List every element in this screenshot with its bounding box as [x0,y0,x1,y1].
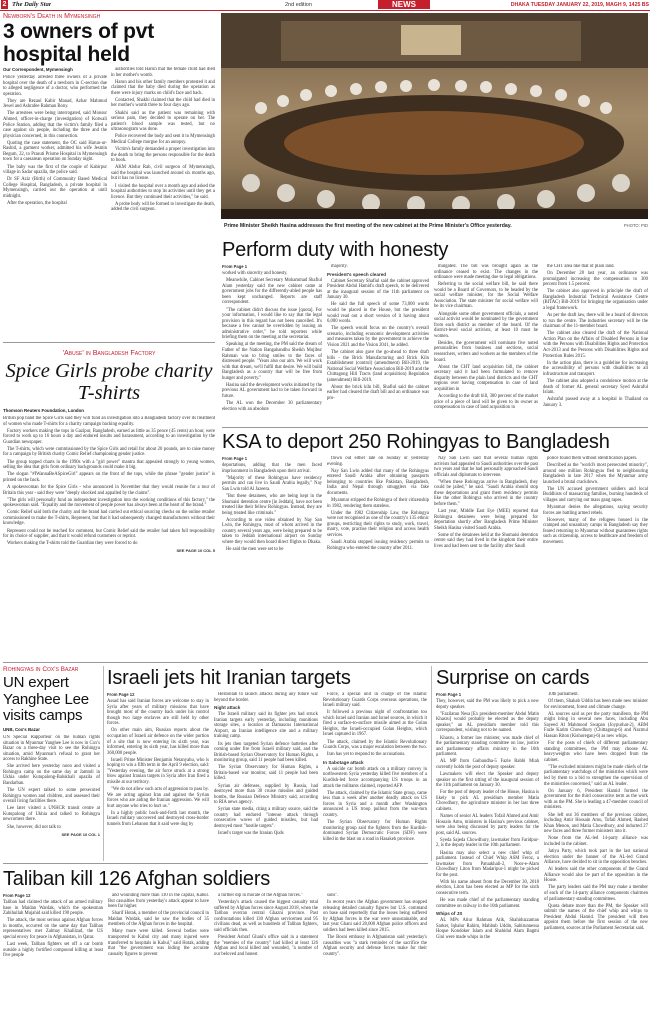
paragraph: Its jets then targeted Syrian defence batteries after coming under fire from Israeli military said, and the British-based Syrian Observatory for Human Rights, a monitoring group, said 11 people had been killed. [214,741,318,764]
paragraph: The cabinet also gave the go-ahead to three draft bills - the Brick Manufacturing and Brick Kiln Establishment (control) (amendment) Bill-2019, the National Social Welfare Association Bill-2019 and the Chittagong Hill Tracts (land acquisition) Regulation (amendment) Bill-2019. [327,350,429,383]
paragraph: The cabinet also adopted a condolence motion at the death of former AL general secretary Syed Ashraful Islam. [543,378,648,396]
paragraph: The cabinet also cleared the draft of the National Action Plan on the Affairs of Disabled Persons in line with the Persons with Disabilities Rights and Protection Act-2013 and the Persons with Disabilities Rights and Protection Rules 2015. [543,331,648,359]
paragraph: In a highly public back-and-forth last month, the Israeli military uncovered and destroyed cross-border tunnels from Lebanon that it said were dug by [107,810,209,827]
paragraph: Lawmakers will elect the Speaker and deputy speaker on the first sitting of the inaugural session of the 11th parliament on January 30. [436,772,539,789]
paragraph: Ashraful passed away at a hospital in Thailand on January 3. [543,397,648,408]
paragraph: The party leaders said the PM may make a member of each of the 14-party alliance components chairmen of parliamentary standing committees. [544,885,648,902]
paragraph: Myanmar stripped the Rohingya of their citizenship in 1982, rendering them stateless. [327,498,429,509]
paragraph: "We do not allow such acts of aggression to pass by. We are acting against Iran and against the Syrian forces who are aiding the Iranian aggression. We will hurt anyone who tries to hurt us." [107,787,209,809]
paragraph: Last week, Taliban fighters set off a car bomb outside a highly fortified compound killing at least five people [3,942,103,959]
paper-name: The Daily Star [12,1,52,8]
paragraph: As per the draft law, there will be a board of directors to run the centre. The industries secretary will be the chairman of the 11-member board. [543,313,648,330]
paragraph: Nay San Lwin added that many of the Rohingyas entered Saudi Arabia after obtaining passports belonging to countries like Pakistan, Bangladesh, India and Nepal through smugglers via fake documents. [327,468,429,496]
paragraph: A suicide car bomb attack on a military convoy in northwestern Syria yesterday killed five members of a Kurdish-led force accompanying US troops in an attack the militants claimed, reported AFP. [323,766,427,789]
paragraph: UN Special Rapporteur on the human rights situation in Myanmar Yanghee Lee is now in Cox's Bazar on a three-day visit to see the Rohingya situation, amid Myanmar's refusal to grant her access to Rakhine State. [3,735,100,763]
taliban-col-4 [323,893,427,1033]
byline-spice: Thomson Reuters Foundation, London [3,408,84,413]
paragraph: Last year, Middle East Eye (MEE) reported that Rohingya detainees were being prepared for deportation shortly after Bangladesh Prime Minister Sheikh Hasina visited Saudi Arabia. [434,509,538,531]
paragraph: On January 6, President Hamid formed the government for the third consecutive term as the work with as the PM. She is leading a 47-member council of ministers. [544,788,648,811]
paragraph: "But these detainees, who are being kept in the Shumaisi detention centre [in Jeddah], have not been treated like their fellow Rohingyas. Instead, they are being treated like criminals." [222,494,322,516]
paragraph: Victim's family demanded a proper investigation into the death to bring the persons responsible for the death to book. [111,147,215,164]
headline-yanghee[interactable]: UN expert Yanghee Lee visits camps [3,675,89,724]
paragraph: President Ashraf Ghani's office said in a statement the "enemies of the country" had killed at least 126 Afghan and local killed and wounded, "a number of our beloved and honest [214,935,318,957]
paragraph: The arrestees were being interrogated, said Monsur Ahmed, officer-in-charge (investigation) of Kotwali Police Station, adding that the victim's family filed a case against six people, including the three and the physician concerned, in this connection. [3,111,107,139]
paragraph: Israeli Prime Minister Benjamin Netanyahu, who is hoping to win a fifth term in the April 9 election, said: "Yesterday evening, the air force struck at a strong blow against Iranian targets in Syria after Iran fired a missile at our territory. [107,757,209,785]
paragraph: He said the full speech of some 73,000 words would be placed in the House, but the president would read out a short version of it having about 6,000 words. [327,302,429,325]
paragraph: "The cabinet didn't discuss the issue [quota]. For your information, I would like to say that the legal provision in this regard has not been cancelled. It's because a few cannot be overridden by issuing an administrative order," he told reporters while briefing them on the meeting at the secretariat. [222,307,322,341]
headline-taliban[interactable]: Taliban kill 126 Afghan soldiers [3,868,271,890]
surprise-col-2 [544,692,648,1033]
paragraph: According to one video obtained by Nay San Lwin, the Rohingya, most of whom arrived in the country several years ago, were being prepared to be taken to Jeddah international airport on Sunday where they would then board direct flights to Dhaka. [222,517,322,546]
paragraph: None from the AL-led 14-party alliance was included in the cabinet. [544,836,648,847]
paragraph: AL MP from Gaibandha-5 Fazle Rabbi Miah currently holds the post of deputy speaker. [436,759,539,770]
paragraph: Police recovered the body and sent it to Mymensingh Medical College morgue for an autopsy. [111,134,215,145]
paragraph: "Fazilatun Nesa [Ex president-member Abdul Matin Khasru] would probably be elected as the deputy speaker," an AL presidium member told this correspondent, wishing not to be named. [436,711,539,734]
paragraph: In recent years the Afghan government has stopped releasing detailed casualty figures but U.S. command on base said reportedly that the losses being suffered by Afghan forces in the war were unsustainable, and last year Ghani said 28,000 Afghan police officers and soldiers had been killed since 2015. [323,900,427,933]
paragraph: Cabinet Secretary Shafiul said the cabinet approved President Abdul Hamid's draft speech, to be delivered at the inaugural session of the 11th parliament on January 30. [327,278,429,301]
cabinet-photo [221,13,648,219]
paragraph: Hezbollah to launch attacks during any future war beyond the border. [214,692,318,703]
kicker-yanghee: Rohingyas in Cox's Bazar [3,666,79,673]
paragraph: Jatiya Party, which took part in the last national election under the banner of the AL-led Grand Alliance, have decided to sit in the opposition benches. [544,848,648,866]
headline-cabinet[interactable]: Perform duty with honesty [222,239,449,261]
paragraph: Besides, the government will nominate five noted personalities from business and sections, social researchers, writers and workers as the members of the board. [434,340,538,363]
page-number: 2 [2,1,7,8]
subhead: Night attack [214,705,241,711]
spice-body [3,416,215,658]
paragraph: Workers making the T-shirts told the Guardian they were forced to do [7,541,138,547]
dateline-label: From Page 1 [222,456,248,461]
taliban-col-1 [3,893,103,1033]
paragraph: Contacted, Shakhi claimed that the child had died in her mother's womb three to four days ago. [111,97,215,109]
paragraph: Al leaders said the other components of the Grand Alliance would also be part of the opposition in the House. [544,867,648,884]
cabinet-meeting-image [221,13,648,219]
paragraph: deportations, adding that the men faced imprisonment in Bangladesh upon their arrival. [222,463,322,474]
paragraph: Of them, Shahab Uddin has been made new minister for environment, forest and climate change. [544,699,648,710]
paragraph: worked with sincerity and honesty. [222,271,288,277]
subhead: Whips of JS [436,911,463,917]
paragraph: "The excluded ministers might be made chiefs of the parliamentary watchdogs of the ministries which were led by them to a bid to strengthen the supervision of the ministries concerned," said an AL leader. [544,764,648,787]
paragraph: The Syrian Observatory for Human Rights, a Britain-based war monitor, said 11 people had been killed. [214,765,318,782]
paragraph: The Syrian Observatory for Human Rights monitoring group said the fighters from the Kurdish-dominated Syrian Democratic Forces (SDF) were killed in the blast on a road in Hasakeh province. [323,820,427,842]
paragraph: A probe body will be formed to investigate the death, added the civil surgeon. [111,201,215,213]
byline-yanghee: UNB, Cox's Bazar [3,727,40,732]
paragraph: Harun and his other family members protested it and claimed that the baby died during the operation as there were injury marks on child's face and back. [111,79,215,96]
headline-hospital[interactable]: 3 owners of pvt hospital held [3,21,155,66]
paragraph: The attack, the most serious against Afghan forces in months, occurred on the same day that Taliban representatives met Zalmay Khalilzad, the US special envoy for peace in Afghanistan, in Qatar. [3,918,103,941]
headline-israel[interactable]: Israeli jets hit Iranian targets [107,667,351,689]
paragraph: In the action plan, there is a guideline for increasing the accessibility of persons with disabilities to all infrastructure and transport. [543,360,648,377]
paragraph: About the brick kiln bill, Shafiul said the cabinet earlier had cleared the draft bill and an ordinance was pro- [327,384,429,401]
paragraph: Force, a special unit in charge of the Islamic Revolutionary Guards Corps overseas operations, the Israeli military said. [323,692,427,709]
paragraph: Israel's target was the Iranian Quds [218,831,284,837]
paragraph: Factory workers making the tops in Gazipur, Bangladesh, earned as little as 35 pence (45 cents) an hour, were forced to work up to 16 hours a day and endured insults and harassment, according to an investigation by the Guardian newspaper. [3,428,215,445]
photo-credit: PHOTO: PID [623,223,648,228]
paragraph: Some of the detainees held at the Shumaisi detention centre said they had lived in the kingdom their entire lives and had been sent to the facility after Saudi [434,532,538,549]
section-label: NEWS [378,0,430,9]
paragraph: police found them without identification papers. [547,456,638,461]
paragraph: Represent could not be reached for comment, but Comic Relief said the retailer had taken full responsibility for its choice of supplier, and that it would refund customers or reprint. [3,528,215,540]
paragraph: For the post of deputy leader of the House, Hasina is likely to pick AL presidium member Matia Chowdhury, the agriculture minister in her last three cabinets. [436,790,539,812]
paragraph: On other main aim, Russian reports about the occupation of Israeli air defence on the wider portion of a site that is now entering its sixth year, was informed, entering its sixth year, has killed more than 360,000 people. [107,728,209,756]
paragraph: He was made chief of the parliamentary standing committee on railway in the 10th parliament. [436,898,539,909]
paragraph: The group topped charts in the 1990s with a "girl power" mantra that appealed strongly to young women, selling the idea that girls from ordinary backgrounds could make it big. [3,459,215,471]
dateline-label: From Page 12 [3,893,31,898]
paragraph: Yesterday's attack caused the biggest casualty total suffered by Afghan forces since August 2018, when the Taliban overran central Ghazni province. Past confrontations killed 130 Afghan servicemen and 95 civilians dead, as well as hundreds of Taliban fighters, said officials then. [214,900,318,933]
headline-spice[interactable]: Spice Girls probe charity T-shirts [5,360,213,404]
edition: 2nd edition [285,1,312,8]
taliban-col-3 [214,893,318,1033]
paragraph: On December 28 last year, an ordinance was promulgated increasing the compensation to 300 percent from 1.5 percent. [543,271,648,288]
kicker-hospital: Newborn's Death in Mymensingh [3,13,101,20]
dateline-label: From Page 1 [436,692,462,697]
cabinet-col-2 [327,264,429,424]
paragraph: Lee later visited a UNHCR transit centre at Kutupalong of Ukhia and talked to Rohingya newcomers there. [3,806,100,823]
paragraph: British pop band the Spice Girls said they will fund an investigation into a Bangladesh factory over its treatment of women who made T-shirts for a charity campaign backing equality. [3,416,215,427]
cabinet-col-4 [543,264,648,424]
paragraph: sons". [327,893,339,898]
paragraph: The attack, claimed by the Islamic Revolutionary Guards Corps, was a major escalation between the two. [323,739,427,751]
paragraph: The slogan "#IWannaBeASpiceGirl" appears on the front of the tops, while the phrase "gender justice" is printed on the back. [3,472,215,483]
paragraph: Sharif Hotak, a member of the provincial council in Maidan Wardak, said he saw the bodies of 35 members of the Afghan forces in the hospital. [108,911,209,928]
rohingya-col-1 [222,456,322,564]
paragraph: The Bosni embassy in Afghanistan said yesterday's casualties was "a stark reminder of the sacrifice the Afghan security and defense forces make for their country". [323,935,427,957]
hospital-col-2 [111,67,215,339]
paragraph: Taliban had claimed the attack of an armed military base in Maidan Wardak, which the spokesman Zabihullah Mujahid said killed 190 people. [3,900,103,917]
paragraph: The AL won the December 30 parliamentary election with an absolute [222,401,322,412]
paragraph: They are Rezaul Kabir Manad, Azhar Mahmud Jewel and Ashrafee Rahman Bony. [3,98,107,110]
paragraph: Syrian air defenses, supplied by Russia, had destroyed more than 30 cruise missiles and guided bombs, the Russian Defence Ministry said, according to RIA news agency. [214,783,318,806]
paragraph: Referring to the social welfare bill, he said there would be a Board of Governors, to be headed by the social welfare minister, for the Social Welfare Association. The state minister for social welfare will be its vice chairman. [434,282,538,310]
rohingya-col-3 [434,456,538,564]
headline-surprise[interactable]: Surprise on cards [436,667,590,689]
subhead: In Sabotage attack [323,759,364,765]
cabinet-col-3 [434,264,538,424]
paragraph: Dr SF Aziz (Birth) of Community Based Medical College Hospital, Bangladesh, a private hospital in Mymensingh, carried out the operation at until midnight. [3,177,107,199]
dateline: DHAKA TUESDAY JANUARY 22, 2019, MAGH 9, 1425 BS [510,1,649,8]
paragraph: She arrived here yesterday noon and visited a Rohingya camp on the same day at Jamtoli in Ukhia under Kutupalong-Balukhali upazila of Bandarban. [3,764,100,786]
paragraph: Names of senior AL leaders Tofail Ahmed and Amir Hossain Amu, ministers in Hasina's previous cabinet, were also being discussed by party leaders for the post, said AL sources. [436,814,539,836]
paragraph: Alongside some other government officials, a noted social activist would be nominated by the government from each district as member of the board. Of the district-level social activists, at least 10 must be women. [434,311,538,339]
paragraph: About the CHT land acquisition bill, the cabinet secretary said it had been formulated to remove disparity between the plain land districts and the CHT regions over having compensation in case of land acquisition in [434,364,538,392]
paragraph: a further dip in morale of the Afghan forces." [218,893,303,898]
paragraph: flown out either late on Sunday or yesterday evening. [327,456,429,467]
paragraph: The baby was the first of the couple of Kabirpur village in Sadar upazila, the police said. [3,164,107,176]
paragraph: Saudi Arabia stopped issuing residency permits to Rohingya who entered the country after 2011. [327,540,429,551]
paragraph: The UN expert talked to some persecuted Rohingya women and children, and assessed their overall living facilities there. [3,788,100,805]
rohingya-col-2 [327,456,429,564]
subhead: President's speech cleared [327,271,387,277]
paragraph: He said the men were set to be [226,547,284,553]
paragraph: Iran has yet to respond to the accusations. [327,752,406,758]
paragraph: mulgated. The bill was brought again as the ordinance ceased to exist. The changes in the ordinance were made meeting due to legal obligations. [434,264,538,281]
paragraph: With his name absent from the December 30, 2018 election, Liton has been elected as MP for the sixth consecutive term. [436,879,539,896]
paragraph: Described as the "world's most persecuted minority", around one million Rohingyas fled to neighbouring Bangladesh in late 2017 when the Myanmar army launched a brutal crackdown. [543,463,648,485]
paragraph: Many more were killed. Several bodies were transported to Kabul city and many injured were transferred to hospitals in Kabul," said Hotak, adding that "the government was hiding the accurate casualty figures to prevent [108,929,209,957]
paragraph: the CHT area like that of plain land. [547,264,615,269]
paragraph: Speaking at the meeting, the PM said the dream of Father of the Nation Bangabandhu Sheikh Mujibur Rahman was to bring smiles to the faces of distressed people. "Years also our aim. We will work with that dream, we'll fulfil that desire. We will build Bangladesh as a country that will be free from hunger and poverty." [222,342,322,381]
paragraph: 10th parliament. [548,692,579,697]
dateline-label: From Page 12 [107,692,135,697]
paragraph: authorities told Harun that the female child had died in her mother's womb. [111,67,215,78]
dateline-label: From Page 1 [222,264,248,269]
masthead [0,0,650,10]
paragraph: "When these Rohingyas arrive in Bangladesh, they could be jailed," he said. "Saudi Arabia should stop these deportations and grant them residency permits like the other Rohingya who arrived in the country before them." [434,479,538,507]
paragraph: However, many of the refugees housed in the cramped and unsanitary camps in Bangladesh say they feared returning to Myanmar without guarantees rights such as citizenship, access to healthcare and freedom of movement. [543,517,648,546]
paragraph: Hasina said the development works initiated by the previous AL government had to be taken forward in future. [222,382,322,399]
paragraph: "Majority of these Rohingyas have residency permits and can live in Saudi Arabia legally," Nay San Lwin told Al Jazeera. [222,475,322,492]
cabinet-col-1 [222,264,322,424]
paragraph: Syeda Sajeda Chowdhury, lawmaker from Faridpur-2, is the deputy leader in the 10th parliament. [436,837,539,849]
paragraph: Nay San Lwin said that several human rights activists had appealed to Saudi authorities over the past two years and that he had personally approached Saudi officials and diplomats to intervene. [434,456,538,478]
paragraph: It followed a previous night of confrontation too which Israel said Iranian and Israel sources, in which it fired a surface-to-surface missile aimed at the Golan Heights, the Israeli-occupied Golan Heights, which Israel captured in 1967. [323,710,427,738]
paragraph: The UN accused government soldiers and local Buddhists of massacring families, burning hundreds of villages and carrying out mass gang rapes. [543,486,648,504]
taliban-col-2 [108,893,209,1033]
paragraph: Assad has said Iranian forces are welcome to stay in Syria after years of military missions that have brought most of the country back under his control though two large enclaves are still held by other forces. [107,699,209,727]
paragraph: Khasru, a former law minister, was made chief of the parliamentary standing committee on law, justice and parliamentary affairs ministry in the 10th parliament. [436,735,539,758]
paragraph: The Israeli military said its fighter jets had struck Iranian targets early yesterday, including munitions storage sites, a location at Damascus International Airport, an Iranian intelligence site and a military training camp. [214,712,318,740]
paragraph: Comic Relief said both the charity and the brand had carried out ethical sourcing checks on the online retailer commissioned to make the T-shirts, Represent, but that it had subsequently changed manufacturers without their knowledge. [3,510,215,527]
paragraph: Myanmar denies the allegations, saying security forces are battling armed rebels. [543,505,648,516]
headline-rohingya[interactable]: KSA to deport 250 Rohingyas to Bangladesh [222,431,610,453]
paragraph: Shakhi said as the patient was remaining with serious pain, they decided to operate on her. The patient's blood sample was tested, but no ultrasonogram was done. [111,110,215,133]
paragraph: After the operation, the hospital [7,201,67,207]
byline-hospital: Our Correspondent, Mymensingh [3,67,73,72]
paragraph: I visited the hospital over a month ago and asked the hospital authorities to stop its activities until they get a licence. But they continued their activities," he said. [111,183,215,200]
paragraph: The attack, claimed by the Islamic State group, came less than a week after another deadly attack on US forces in Syria and a month after Washington announced a US troop pullout from the war-torn country. [323,790,427,818]
paragraph: She left out 36 members of the previous cabinet, including Amir Hossain Amu, Tofail Ahmed, Rashed Khan Menon, and Matia Chowdhury, and inducted 27 new faces and three former ministers into it. [544,812,648,835]
paragraph: Quota debate more than the PM, the Speaker will submit the names of the chief whip and whips to President Abdul Hamid. The president will then appoint them before the first session of the new parliament, sources at the Parliament Secretariat said. [544,903,648,931]
israel-col-3 [323,692,427,859]
paragraph: majority. [331,264,348,269]
continued-label[interactable]: SEE PAGE 10 COL 1 [61,831,100,837]
paragraph: AL sources said as per the party manifesto, the PM might bring in several new faces, including Abu Sayeed Al Mahmood Swapan (Joypurhat-2), ABM Fazle Karim Chowdhury (Chittagong-6) and Nazmul Hassan Riton (Kishoreganj-6) as new whips. [544,711,648,740]
paragraph: For the posts of chiefs of different parliamentary standing committees, the PM may choose AL heavyweights who have been dropped from the cabinet. [544,741,648,763]
paragraph: The cabinet also approved in principle the draft of Bangladesh Industrial Technical Assistance Centre (BITAC) Bill-2019 for bringing the organisation under a legal framework. [543,289,648,312]
paragraph: The T-shirts, which were commissioned by the Spice Girls and retail for about 20 pounds, are to raise money for a campaign by British charity Comic Relief championing gender justice. [3,446,215,458]
paragraph: They, however, said the PM was likely to pick a new deputy speaker. [436,699,539,710]
paragraph: AKM Abdur Rab, civil surgeon of Mymensingh, said the hospital was launched around six months ago, but it has no license. [111,165,215,182]
photo-caption: Prime Minister Sheikh Hasina addresses the first meeting of the new cabinet at the Prime Minister's Office yesterday. [224,223,512,229]
paragraph: Under the 1982 Citizenship Law, the Rohingya were not recognised as one of the country's 135 ethnic groups, restricting their rights to study, work, travel, marry, vote, practise their religion and access health services. [327,510,429,538]
paragraph: Quoting the case statement, the OC said Harun-ur-Rashid, a garment worker, admitted his wife Jesmin Begum, 22, to Prasuti Prisme Hospital in Mymensingh town for a caesarean operation on Sunday night. [3,140,107,163]
paragraph: She, however, did not talk to [7,824,61,830]
continued-label[interactable]: SEE PAGE 10 COL 5 [176,548,215,554]
paragraph: A spokeswoman for the Spice Girls - who announced in November that they would reunite for a tour of Britain this year - said they were "deeply shocked and appalled by the claims". [3,484,215,496]
surprise-col-1 [436,692,539,1033]
paragraph: AL MPs Atiur Rahman Atik, Shahiduzzaman Sarker, Iqbalur Rahim, Mahbub Uddin, Sabirunnessa Hoque Kondoker Islam and Shahidul Alam Bagmi Gini were made whips in the [436,918,539,940]
paragraph: According to the draft bill, 300 percent of the market price of a piece of land will be given to its owner as compensation in case of land acquisition in [434,394,538,411]
paragraph: and wounding more than 110 in the capital, Kabul. But casualties from yesterday's attack appear to have been far higher. [108,893,209,910]
paragraph: Hasina may also select a new chief whip of parliament. Instead of Chief Whip ASM Feroz, a lawmaker from Patuakhali-2, Noor-e-Alam Chowdhury Liton from Madaripur-1 might be picked for the post. [436,850,539,878]
paragraph: Syrian state media, citing a military source, said the country had endured "intense attack through consecutive waves of guided missiles, but had destroyed most "hostile targets". [214,807,318,829]
kicker-spice: 'Abuse' in Bangladesh Factory [62,348,156,357]
paragraph: The speech would focus on the country's overall scenario, including economic development activities and measures taken by the government to achieve the Vision 2021 and the Vision 2041, he added. [327,326,429,348]
israel-col-2 [214,692,318,859]
paragraph: Police yesterday arrested three owners of a private hospital over the death of a newborn in C-section due to alleged negligence of a doctor, who performed the operation. [3,75,107,97]
hospital-col-1 [3,75,107,339]
paragraph: Meanwhile, Cabinet Secretary Mohammad Shafiul Alam yesterday said the new cabinet came at government jobs for the differently-abled people has been kept unchanged. Reports are staff correspondent. [222,278,322,306]
rohingya-col-4 [543,456,648,564]
paragraph: "The girls will personally fund an independent investigation into the working conditions of this factory," the spokeswoman said. "Equality and the movement of people power has always been at the heart of the brand." [3,497,215,509]
yanghee-body [3,735,100,859]
israel-col-1 [107,692,209,859]
